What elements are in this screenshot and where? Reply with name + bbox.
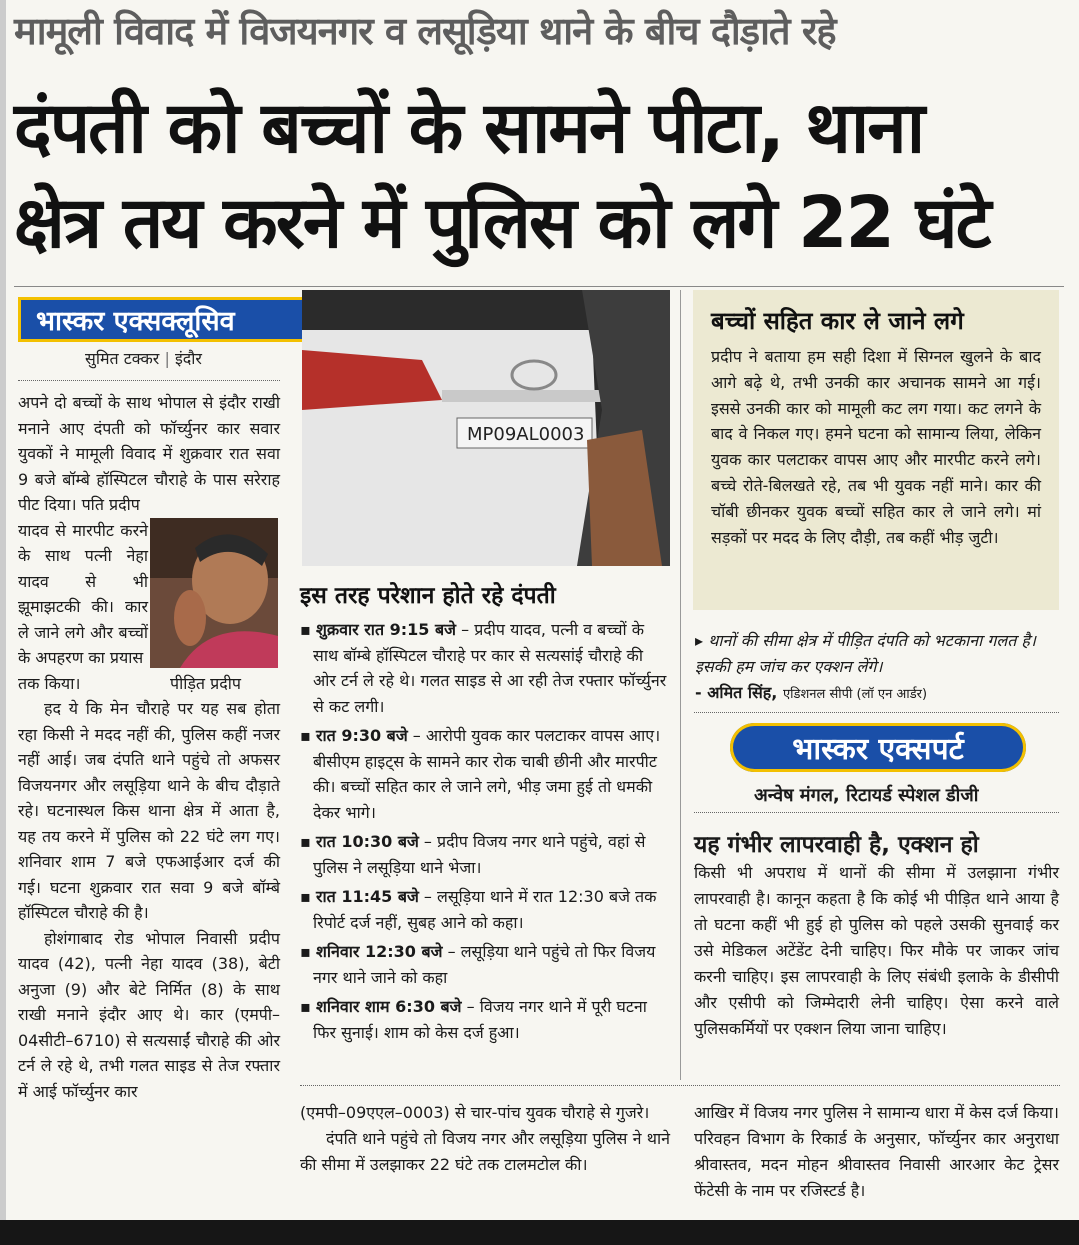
divider bbox=[14, 286, 1064, 287]
city: इंदौर bbox=[174, 349, 202, 368]
timeline-heading: इस तरह परेशान होते रहे दंपती bbox=[300, 583, 556, 609]
timeline-item: ▪ शनिवार 12:30 बजे – लसूड़िया थाने पहुंचे तो फिर विजय नगर थाने जाने को कहा bbox=[300, 942, 656, 987]
timeline-time: रात 10:30 बजे bbox=[315, 832, 419, 851]
sidebar-box bbox=[693, 290, 1059, 610]
timeline-time: रात 9:30 बजे bbox=[315, 726, 408, 745]
paragraph-end: तक किया। bbox=[18, 673, 81, 693]
expert-tag: भास्कर एक्सपर्ट bbox=[730, 723, 1026, 772]
divider bbox=[300, 1085, 1060, 1086]
person-image bbox=[150, 518, 278, 668]
timeline-time: शनिवार 12:30 बजे bbox=[315, 942, 443, 961]
timeline-list bbox=[300, 617, 670, 1049]
car-image bbox=[302, 290, 670, 566]
bottom-bar bbox=[0, 1220, 1079, 1245]
timeline-text: – लसूड़िया थाने पहुंचे तो फिर विजय नगर थाने जाने को कहा bbox=[313, 942, 656, 987]
timeline-item: ▪ रात 11:45 बजे – लसूड़िया थाने में रात 12:30 बजे तक रिपोर्ट दर्ज नहीं, सुबह आने को कहा। bbox=[300, 887, 657, 932]
timeline-item: ▪ रात 10:30 बजे – प्रदीप विजय नगर थाने पहुंचे, वहां से पुलिस ने लसूड़िया थाने भेजा। bbox=[300, 832, 646, 877]
exclusive-tag: भास्कर एक्सक्लूसिव bbox=[18, 297, 384, 342]
column-rule bbox=[680, 290, 681, 1080]
footer-column-3: आखिर में विजय नगर पुलिस ने सामान्य धारा में केस दर्ज किया। परिवहन विभाग के रिकार्ड के अनुसार, फॉर्च्युनर कार अनुराधा श्रीवास्तव, मदन मोहन श्रीवास्तव निवासी आरआर केट ट्रेसर फेंटेसी के नाम पर रजिस्टर्ड है। bbox=[694, 1103, 1059, 1200]
paragraph: अपने दो बच्चों के साथ भोपाल से इंदौर राखी मनाने आए दंपती को फॉर्च्युनर कार सवार युवकों ने मामूली विवाद में शुक्रवार रात सवा 9 बजे बॉम्बे हॉस्पिटल चौराहे के पास सरेराह पीट दिया। पति प्रदीप bbox=[18, 393, 280, 514]
paragraph: दंपति थाने पहुंचे तो विजय नगर और लसूड़िया पुलिस ने थाने की सीमा में उलझाकर 22 घंटे तक टालमटोल की। bbox=[300, 1129, 670, 1174]
timeline-text: – प्रदीप विजय नगर थाने पहुंचे, वहां से पुलिस ने लसूड़िया थाने भेजा। bbox=[313, 832, 646, 877]
timeline-text: – लसूड़िया थाने में रात 12:30 बजे तक रिपोर्ट दर्ज नहीं, सुबह आने को कहा। bbox=[313, 887, 657, 932]
paragraph: (एमपी–09एएल–0003) से चार-पांच युवक चौराहे से गुजरे। bbox=[300, 1103, 650, 1122]
timeline-text: – प्रदीप यादव, पत्नी व बच्चों के साथ बॉम्बे हॉस्पिटल चौराहे पर कार से सत्यसांई चौराहे की ओर टर्न ले रहे थे। गलत साइड से आ रही तेज रफ्तार फॉर्च्युनर से कट लगी। bbox=[313, 620, 667, 716]
paragraph: होशंगाबाद रोड भोपाल निवासी प्रदीप यादव (42), पत्नी नेहा यादव (38), बेटी अनुजा (9) और बेटे निर्मित (8) के साथ राखी मनाने इंदौर आए थे। कार (एमपी–04सीटी–6710) से सत्यसाईं चौराहे की ओर टर्न ले रहे थे, तभी गलत साइड से तेज रफ्तार में आई फॉर्च्युनर कार bbox=[18, 928, 280, 1101]
timeline-item: ▪ शुक्रवार रात 9:15 बजे – प्रदीप यादव, पत्नी व बच्चों के साथ बॉम्बे हॉस्पिटल चौराहे पर कार से सत्यसांई चौराहे की ओर टर्न ले रहे थे। गलत साइड से आ रही तेज रफ्तार फॉर्च्युनर से कट लगी। bbox=[300, 620, 667, 716]
sidebar-text: प्रदीप ने बताया हम सही दिशा में सिग्नल खुलने के बाद आगे बढ़े थे, तभी उनकी कार अचानक सामने आ गई। इससे उनकी कार को मामूली कट लग गया। कट लगने के बाद वे निकल गए। हमने घटना को सामान्य लिया, लेकिन युवक कार पलटाकर वापस आए और मारपीट करने लगे। बच्चे रोते-बिलखते रहे, तब भी युवक नहीं माने। कार की चॉबी छीनकर युवक बच्चों सहित कार ले जाने लगे। मां सड़कों पर मदद के लिए दौड़ी, तब कहीं भीड़ जुटी। bbox=[711, 347, 1041, 547]
official-quote bbox=[695, 628, 1059, 708]
timeline-time: रात 11:45 बजे bbox=[315, 887, 419, 906]
paragraph: हद ये कि मेन चौराहे पर यह सब होता रहा किसी ने मदद नहीं की, पुलिस कहीं नजर नहीं आई। जब दंपति थाने पहुंचे तो अफसर विजयनगर और लसूड़िया थाने के बीच दौड़ाते रहे। घटनास्थल किस थाना क्षेत्र में आता है, यह तय करने में पुलिस को 22 घंटे लग गए। शनिवार शाम 7 बजे एफआईआर दर्ज की गई। घटना शुक्रवार रात सवा 9 बजे बॉम्बे हॉस्पिटल चौराहे की है। bbox=[18, 699, 280, 922]
headline bbox=[14, 80, 1070, 270]
quote-name: - अमित सिंह, bbox=[695, 683, 778, 702]
divider bbox=[694, 712, 1059, 713]
divider bbox=[18, 380, 280, 381]
article-column-1 bbox=[18, 390, 280, 1104]
sidebar-title: बच्चों सहित कार ले जाने लगे bbox=[711, 307, 964, 335]
expert-name: अन्वेष मंगल, रिटायर्ड स्पेशल डीजी bbox=[754, 785, 979, 806]
plate-text: MP09AL0003 bbox=[467, 424, 585, 445]
timeline-time: शनिवार शाम 6:30 बजे bbox=[315, 997, 462, 1016]
timeline-text: – आरोपी युवक कार पलटाकर वापस आए। बीसीएम हाइट्स के सामने कार रोक चाबी छीनी और मारपीट की। बच्चों सहित कार ले जाने लगे, भीड़ जमा हुई तो धमकी देकर भागे। bbox=[313, 726, 661, 822]
quote-signature bbox=[695, 680, 1059, 708]
headline-line-2: क्षेत्र तय करने में पुलिस को लगे 22 घंटे bbox=[14, 181, 990, 264]
kicker: मामूली विवाद में विजयनगर व लसूड़िया थाने के बीच दौड़ाते रहे bbox=[14, 9, 836, 53]
footer-column-2 bbox=[300, 1100, 670, 1178]
timeline-text: – विजय नगर थाने में पूरी घटना फिर सुनाई। शाम को केस दर्ज हुआ। bbox=[313, 997, 647, 1042]
byline bbox=[85, 347, 202, 369]
car-photo bbox=[302, 290, 670, 566]
photo-caption: पीड़ित प्रदीप bbox=[170, 674, 241, 693]
victim-photo bbox=[150, 518, 278, 668]
timeline-time: शुक्रवार रात 9:15 बजे bbox=[315, 620, 457, 639]
quote-body: थानों की सीमा क्षेत्र में पीड़ित दंपति को भटकाना गलत है। इसकी हम जांच कर एक्शन लेंगे। bbox=[695, 631, 1036, 676]
opinion-heading: यह गंभीर लापरवाही है, एक्शन हो bbox=[694, 832, 979, 858]
divider bbox=[694, 812, 1059, 813]
timeline-item: ▪ शनिवार शाम 6:30 बजे – विजय नगर थाने में पूरी घटना फिर सुनाई। शाम को केस दर्ज हुआ। bbox=[300, 997, 647, 1042]
paragraph-wrapped: यादव से मारपीट करने के साथ पत्नी नेहा यादव से भी झूमाझटकी की। कार ले जाने लगे और बच्चों के अपहरण का प्रयास bbox=[18, 520, 148, 667]
opinion-text: किसी भी अपराध में थानों की सीमा में उलझाना गंभीर लापरवाही है। कानून कहता है कि कोई भी पीड़ित थाने आया है तो घटना कहीं भी हुई हो पुलिस को पहले उसकी सुनवाई कर उसे मेडिकल अटेंडेंट देनी चाहिए। फिर मौके पर जाकर जांच करनी चाहिए। इस लापरवाही के लिए संबंधी इलाके के डीसीपी और एसीपी को जिम्मेदारी लेनी चाहिए। ऐसा करने वाले पुलिसकर्मियों पर एक्शन लिया जाना चाहिए। bbox=[694, 863, 1059, 1038]
headline-line-1: दंपती को बच्चों के सामने पीटा, थाना bbox=[14, 86, 924, 169]
quote-designation: एडिशनल सीपी (लॉ एन आर्डर) bbox=[782, 687, 928, 702]
author: सुमित टक्कर bbox=[85, 349, 160, 368]
timeline-item: ▪ रात 9:30 बजे – आरोपी युवक कार पलटाकर वापस आए। बीसीएम हाइट्स के सामने कार रोक चाबी छीनी और मारपीट की। बच्चों सहित कार ले जाने लगे, भीड़ जमा हुई तो धमकी देकर भागे। bbox=[300, 726, 661, 822]
quote-text: ▸ थानों की सीमा क्षेत्र में पीड़ित दंपति को भटकाना गलत है। इसकी हम जांच कर एक्शन लेंगे। bbox=[695, 631, 1036, 676]
byline-separator: | bbox=[164, 349, 170, 368]
